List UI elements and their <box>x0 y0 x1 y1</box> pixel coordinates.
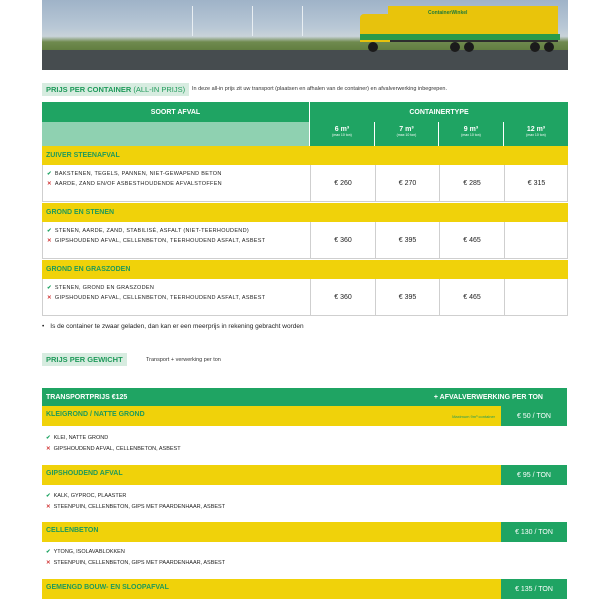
category-title: ZUIVER STEENAFVAL <box>42 146 568 165</box>
truck-wheel <box>450 42 460 52</box>
overweight-text: Is de container te zwaar geladen, dan kan er een meerprijs in rekening gebracht worden <box>50 323 304 330</box>
weight-category-details <box>46 491 225 513</box>
cross-icon: ✕ <box>46 560 51 566</box>
truck-wheel <box>544 42 554 52</box>
price-cell <box>504 222 568 258</box>
allowed-text: YTONG, ISOLAVABLOKKEN <box>53 549 125 555</box>
price-cell: € 395 <box>375 279 439 315</box>
weight-category-details <box>46 547 225 569</box>
header-waste-type: SOORT AFVAL <box>42 102 309 122</box>
column-max: (max 10 ton) <box>461 133 481 137</box>
bullet-icon: • <box>42 323 45 330</box>
table-row <box>42 222 568 259</box>
allowed-text: BAKSTENEN, TEGELS, PANNEN, NIET-GEWAPEND BETON <box>54 171 222 177</box>
denied-text: GIPSHOUDEND AFVAL, CELLENBETON, TEERHOUDEND ASFALT, ASBEST <box>54 295 266 301</box>
section-note: In deze all-in prijs zit uw transport (plaatsen en afhalen van de container) en afvalverwerking inbegrepen. <box>192 86 447 92</box>
truck-wheel <box>530 42 540 52</box>
column-size: 9 m³ <box>463 126 479 133</box>
weight-category-price: € 95 / TON <box>501 465 567 485</box>
transport-price-bar <box>42 388 567 406</box>
truck-wheel <box>368 42 378 52</box>
denied-text: STEENPUIN, CELLENBETON, GIPS MET PAARDENHAAR, ASBEST <box>53 504 226 510</box>
denied-text: GIPSHOUDEND AFVAL, CELLENBETON, ASBEST <box>53 446 181 452</box>
price-cell: € 360 <box>310 279 375 315</box>
cross-icon: ✕ <box>47 295 52 301</box>
category-title: GROND EN STENEN <box>42 203 568 222</box>
wind-turbine <box>302 6 303 36</box>
weight-category-details <box>46 433 181 455</box>
truck-wheel <box>464 42 474 52</box>
allowed-text: KALK, GYPROC, PLAASTER <box>53 493 127 499</box>
price-cell: € 465 <box>439 279 504 315</box>
weight-category-title: KLEIGROND / NATTE GROND <box>46 411 145 418</box>
section-label-sub: (ALL-IN PRIJS) <box>133 85 186 94</box>
price-cell: € 465 <box>439 222 504 258</box>
column-head-7m3 <box>374 122 438 146</box>
hero-truck-photo <box>42 0 568 70</box>
column-head-9m3 <box>438 122 503 146</box>
category-title: GROND EN GRASZODEN <box>42 260 568 279</box>
price-cell: € 315 <box>504 165 568 201</box>
check-icon: ✔ <box>47 285 52 291</box>
price-cell <box>504 279 568 315</box>
row-description <box>47 226 265 246</box>
wind-turbine <box>192 6 193 36</box>
weight-category <box>42 579 567 599</box>
weight-category-title: GEMENGD BOUW- EN SLOOPAFVAL <box>46 584 169 591</box>
weight-category <box>42 465 567 485</box>
column-size: 12 m³ <box>526 126 546 133</box>
header-container-type: CONTAINERTYPE <box>310 102 568 122</box>
column-max: (max 10 ton) <box>526 133 546 137</box>
weight-category-title: GIPSHOUDEND AFVAL <box>46 470 123 477</box>
container-truck <box>360 6 560 48</box>
section-label-per-container <box>42 83 189 96</box>
allowed-text: STENEN, AARDE, ZAND, STABILISÉ, ASFALT (NIET-TEERHOUDEND) <box>54 228 249 234</box>
section-label-main: PRIJS PER CONTAINER <box>46 85 132 94</box>
truck-stripe <box>360 34 560 40</box>
check-icon: ✔ <box>46 435 51 441</box>
section-label-per-weight: PRIJS PER GEWICHT <box>42 353 127 366</box>
table-row <box>42 165 568 202</box>
column-head-12m3 <box>503 122 568 146</box>
price-cell: € 260 <box>310 165 375 201</box>
price-cell: € 270 <box>375 165 439 201</box>
weight-category-price: € 50 / TON <box>501 406 567 426</box>
weight-category-max: Maximum 9m³ container <box>452 414 495 419</box>
weight-category <box>42 522 567 542</box>
weight-category-price: € 130 / TON <box>501 522 567 542</box>
column-head-6m3 <box>309 122 374 146</box>
transport-price: TRANSPORTPRIJS €125 <box>46 393 128 401</box>
column-max: (max 10 ton) <box>332 133 352 137</box>
table-row <box>42 279 568 316</box>
cross-icon: ✕ <box>47 181 52 187</box>
column-size: 7 m³ <box>399 126 414 133</box>
check-icon: ✔ <box>47 171 52 177</box>
weight-category-title: CELLENBETON <box>46 527 99 534</box>
processing-label: + AFVALVERWERKING PER TON <box>433 393 543 401</box>
check-icon: ✔ <box>46 493 51 499</box>
allowed-text: KLEI, NATTE GROND <box>53 435 109 441</box>
price-cell: € 285 <box>439 165 504 201</box>
allowed-text: STENEN, GROND EN GRASZODEN <box>54 285 155 291</box>
column-size: 6 m³ <box>334 126 350 133</box>
row-description <box>47 283 265 303</box>
overweight-note <box>42 323 304 330</box>
price-cell: € 395 <box>375 222 439 258</box>
cross-icon: ✕ <box>47 238 52 244</box>
section-note: Transport + verwerking per ton <box>146 357 221 363</box>
price-cell: € 360 <box>310 222 375 258</box>
cross-icon: ✕ <box>46 446 51 452</box>
header-spacer <box>42 122 309 146</box>
weight-category-price: € 135 / TON <box>501 579 567 599</box>
road <box>42 50 568 70</box>
wind-turbine <box>252 6 253 36</box>
denied-text: GIPSHOUDEND AFVAL, CELLENBETON, TEERHOUDEND ASFALT, ASBEST <box>54 238 266 244</box>
truck-brand: ContainerWinkel <box>428 10 468 16</box>
denied-text: AARDE, ZAND EN/OF ASBESTHOUDENDE AFVALSTOFFEN <box>54 181 222 187</box>
row-description <box>47 169 222 189</box>
check-icon: ✔ <box>47 228 52 234</box>
check-icon: ✔ <box>46 549 51 555</box>
weight-category <box>42 406 567 426</box>
denied-text: STEENPUIN, CELLENBETON, GIPS MET PAARDENHAAR, ASBEST <box>53 560 226 566</box>
column-max: (max 10 ton) <box>396 133 417 137</box>
cross-icon: ✕ <box>46 504 51 510</box>
